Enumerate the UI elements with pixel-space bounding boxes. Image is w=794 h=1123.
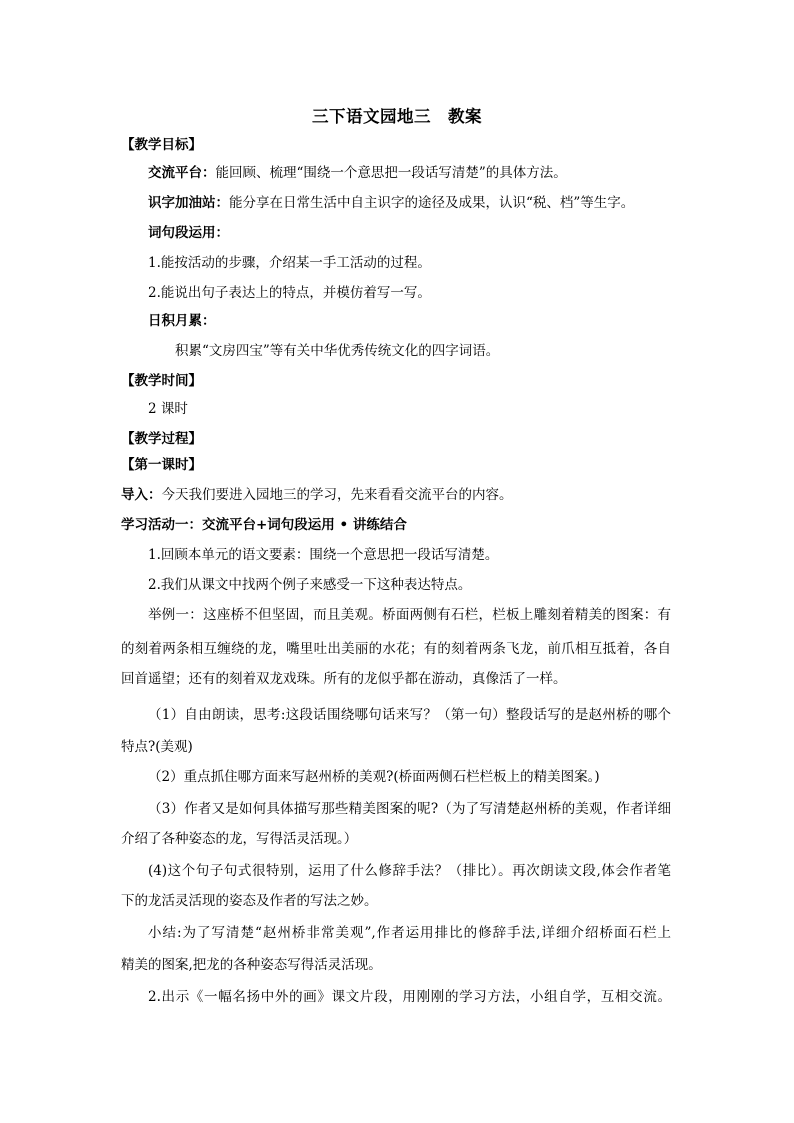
- question-4-line-1: (4)这个句子句式很特别，运用了什么修辞手法？（排比）。再次朗读文段,体会作者笔: [148, 863, 671, 879]
- exchange-label: 交流平台：: [148, 165, 216, 181]
- question-4-line-2: 下的龙活灵活现的姿态及作者的写法之妙。: [121, 893, 378, 909]
- activity1-heading: 学习活动一：交流平台+词句段运用 • 讲练结合: [121, 517, 407, 533]
- question-3-line-2: 介绍了各种姿态的龙，写得活灵活现。）: [121, 831, 358, 847]
- accum-label: 日积月累：: [148, 313, 216, 329]
- accum-text: 积累“文房四宝”等有关中华优秀传统文化的四字词语。: [175, 343, 500, 359]
- time-heading: 【教学时间】: [121, 373, 202, 389]
- question-1-line-2: 特点?(美观): [121, 739, 193, 755]
- words-label: 词句段运用：: [148, 225, 229, 241]
- step-3: 2.出示《一幅名扬中外的画》课文片段，用刚刚的学习方法，小组自学，互相交流。: [148, 989, 671, 1005]
- step-2: 2.我们从课文中找两个例子来感受一下这种表达特点。: [148, 577, 472, 593]
- lesson1-heading: 【第一课时】: [121, 457, 202, 473]
- intro-line: [121, 485, 513, 505]
- literacy-text: 能分享在日常生活中自主识字的途径及成果，认识“税、档”等生字。: [229, 195, 635, 211]
- example-line-1: 举例一：这座桥不但坚固，而且美观。桥面两侧有石栏，栏板上雕刻着精美的图案：有: [148, 607, 671, 623]
- literacy-label: 识字加油站：: [148, 195, 229, 211]
- process-heading: 【教学过程】: [121, 431, 202, 447]
- intro-text: 今天我们要进入园地三的学习，先来看看交流平台的内容。: [161, 487, 513, 503]
- intro-label: 导入：: [121, 487, 162, 503]
- literacy-line: [148, 193, 634, 213]
- question-1-line-1: （1）自由朗读，思考:这段话围绕哪句话来写？（第一句）整段话写的是赵州桥的哪个: [148, 707, 671, 723]
- words-item-2: 2.能说出句子表达上的特点，并模仿着写一写。: [148, 285, 431, 301]
- step-1: 1.回顾本单元的语文要素：围绕一个意思把一段话写清楚。: [148, 547, 499, 563]
- question-2: （2）重点抓住哪方面来写赵州桥的美观?(桥面两侧石栏栏板上的精美图案。): [148, 769, 600, 785]
- page-title: 三下语文园地三 教案: [312, 107, 482, 126]
- words-item-1: 1.能按活动的步骤，介绍某一手工活动的过程。: [148, 255, 431, 271]
- goals-heading: 【教学目标】: [121, 137, 202, 153]
- exchange-text: 能回顾、梳理“围绕一个意思把一段话写清楚”的具体方法。: [215, 165, 567, 181]
- time-value: 2 课时: [148, 401, 188, 417]
- exchange-line: [148, 163, 567, 183]
- example-line-3: 回首遥望；还有的刻着双龙戏珠。所有的龙似乎都在游动，真像活了一样。: [121, 671, 567, 687]
- summary-line-2: 精美的图案,把龙的各种姿态写得活灵活现。: [121, 957, 382, 973]
- question-3-line-1: （3）作者又是如何具体描写那些精美图案的呢?（为了写清楚赵州桥的美观，作者详细: [148, 801, 671, 817]
- example-line-2: 的刻着两条相互缠绕的龙，嘴里吐出美丽的水花；有的刻着两条飞龙，前爪相互抵着，各自: [121, 641, 671, 657]
- summary-line-1: 小结:为了写清楚“赵州桥非常美观”,作者运用排比的修辞手法,详细介绍桥面石栏上: [148, 925, 671, 941]
